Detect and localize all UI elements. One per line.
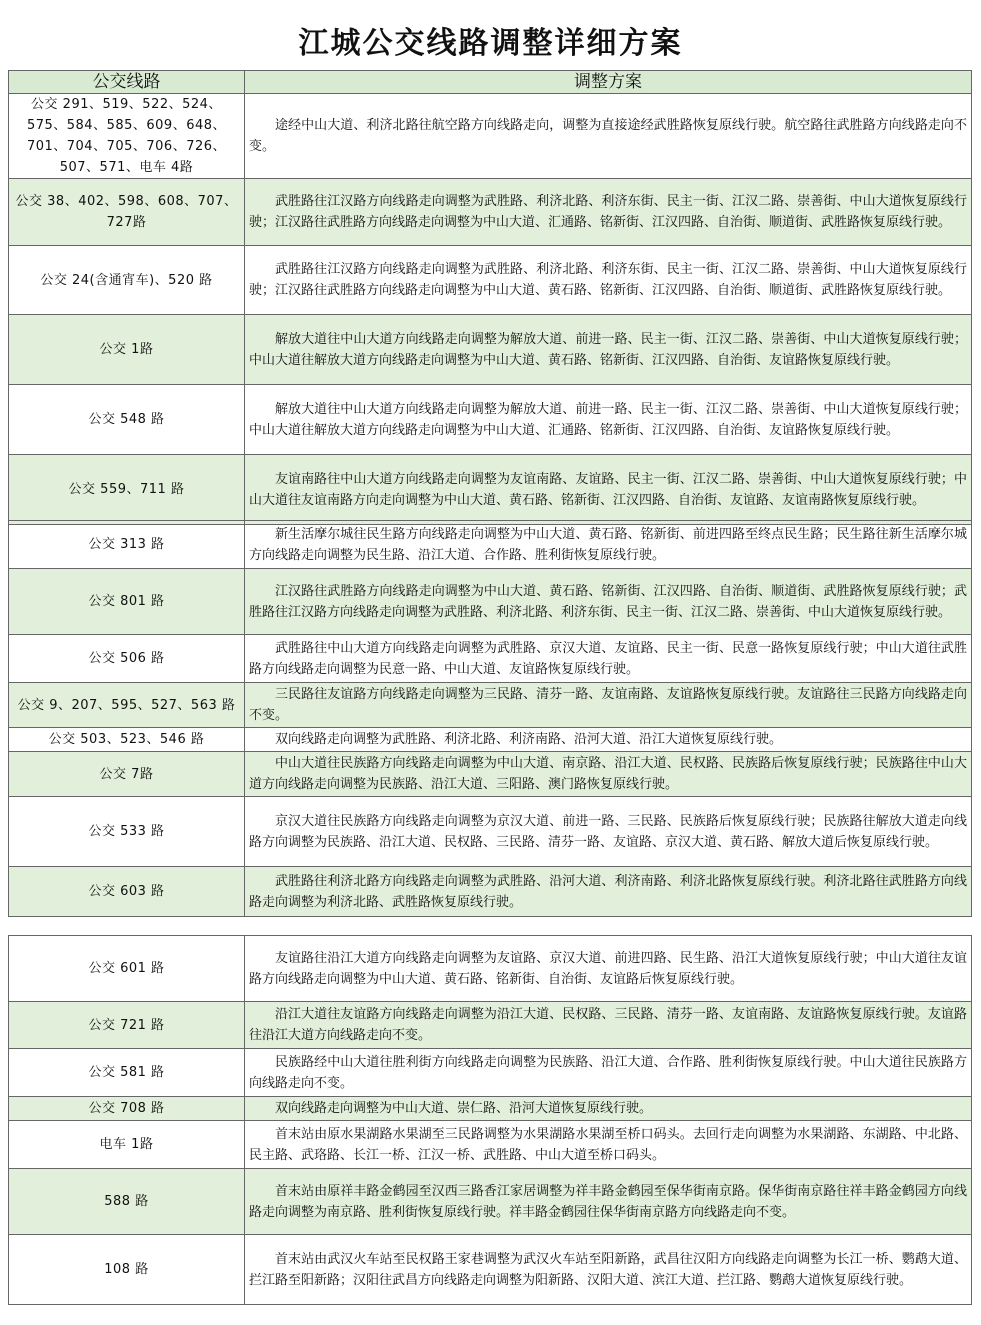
route-table-part-2 <box>8 520 972 917</box>
route-cell: 公交 9、207、595、527、563 路 <box>9 683 245 728</box>
plan-cell: 沿江大道往友谊路方向线路走向调整为沿江大道、民权路、三民路、清芬一路、友谊南路、友谊路恢复原线行驶。友谊路往沿江大道方向线路走向不变。 <box>245 1002 972 1049</box>
table-row <box>9 936 972 1002</box>
route-cell: 公交 548 路 <box>9 385 245 455</box>
route-cell: 公交 503、523、546 路 <box>9 728 245 752</box>
plan-cell: 新生活摩尔城往民生路方向线路走向调整为中山大道、黄石路、铭新街、前进四路至终点民生路；民生路往新生活摩尔城方向线路走向调整为民生路、沿江大道、合作路、胜利街恢复原线行驶。 <box>245 521 972 569</box>
route-cell: 公交 24(含通宵车)、520 路 <box>9 246 245 315</box>
route-cell: 公交 801 路 <box>9 569 245 635</box>
page-title: 江城公交线路调整详细方案 <box>298 26 683 61</box>
route-cell: 公交 506 路 <box>9 635 245 683</box>
table-row <box>9 94 972 179</box>
plan-cell: 双向线路走向调整为武胜路、利济北路、利济南路、沿河大道、沿江大道恢复原线行驶。 <box>245 728 972 752</box>
plan-cell: 友谊路往沿江大道方向线路走向调整为友谊路、京汉大道、前进四路、民生路、沿江大道恢复原线行驶；中山大道往友谊路方向线路走向调整为中山大道、黄石路、铭新街、自治街、友谊路后恢复原线行驶。 <box>245 936 972 1002</box>
table-row <box>9 521 972 569</box>
plan-cell: 江汉路往武胜路方向线路走向调整为中山大道、黄石路、铭新街、江汉四路、自治街、顺道街、武胜路恢复原线行驶；武胜路往江汉路方向线路走向调整为武胜路、利济北路、利济东街、民主一街、江汉二路、崇善街、中山大道恢复原线行驶。 <box>245 569 972 635</box>
plan-cell: 途经中山大道、利济北路往航空路方向线路走向，调整为直接途经武胜路恢复原线行驶。航空路往武胜路方向线路走向不变。 <box>245 94 972 179</box>
route-cell: 公交 291、519、522、524、575、584、585、609、648、701、704、705、706、726、507、571、电车 4路 <box>9 94 245 179</box>
table-row <box>9 569 972 635</box>
table-row <box>9 728 972 752</box>
route-cell: 公交 581 路 <box>9 1049 245 1097</box>
table-row <box>9 1097 972 1121</box>
plan-cell: 解放大道往中山大道方向线路走向调整为解放大道、前进一路、民主一街、江汉二路、崇善街、中山大道恢复原线行驶；中山大道往解放大道方向线路走向调整为中山大道、汇通路、铭新街、江汉四路、自治街、友谊路恢复原线行驶。 <box>245 385 972 455</box>
table-row <box>9 246 972 315</box>
route-cell: 公交 559、711 路 <box>9 455 245 525</box>
route-cell: 公交 721 路 <box>9 1002 245 1049</box>
route-cell: 电车 1路 <box>9 1121 245 1169</box>
route-cell: 公交 708 路 <box>9 1097 245 1121</box>
table-row <box>9 179 972 246</box>
table-row <box>9 1121 972 1169</box>
column-header-route: 公交线路 <box>9 71 245 94</box>
table-row <box>9 635 972 683</box>
table-header-row <box>9 71 972 94</box>
table-row <box>9 1169 972 1235</box>
route-cell: 公交 38、402、598、608、707、727路 <box>9 179 245 246</box>
plan-cell: 武胜路往江汉路方向线路走向调整为武胜路、利济北路、利济东街、民主一街、江汉二路、崇善街、中山大道恢复原线行驶；江汉路往武胜路方向线路走向调整为中山大道、黄石路、铭新街、江汉四路、自治街、顺道街、武胜路恢复原线行驶。 <box>245 246 972 315</box>
table-row <box>9 1002 972 1049</box>
plan-cell: 武胜路往中山大道方向线路走向调整为武胜路、京汉大道、友谊路、民主一街、民意一路恢复原线行驶；中山大道往武胜路方向线路走向调整为民意一路、中山大道、友谊路恢复原线行驶。 <box>245 635 972 683</box>
plan-cell: 首末站由原水果湖路水果湖至三民路调整为水果湖路水果湖至桥口码头。去回行走向调整为水果湖路、东湖路、中北路、民主路、武珞路、长江一桥、江汉一桥、武胜路、中山大道至桥口码头。 <box>245 1121 972 1169</box>
table-row <box>9 385 972 455</box>
plan-cell: 中山大道往民族路方向线路走向调整为中山大道、南京路、沿江大道、民权路、民族路后恢复原线行驶；民族路往中山大道方向线路走向调整为民族路、沿江大道、三阳路、澳门路恢复原线行驶。 <box>245 752 972 797</box>
route-table-part-3 <box>8 935 972 1305</box>
plan-cell: 三民路往友谊路方向线路走向调整为三民路、清芬一路、友谊南路、友谊路恢复原线行驶。友谊路往三民路方向线路走向不变。 <box>245 683 972 728</box>
route-cell: 公交 1路 <box>9 315 245 385</box>
plan-cell: 武胜路往江汉路方向线路走向调整为武胜路、利济北路、利济东街、民主一街、江汉二路、崇善街、中山大道恢复原线行驶；江汉路往武胜路方向线路走向调整为中山大道、汇通路、铭新街、江汉四路、自治街、顺道街、武胜路恢复原线行驶。 <box>245 179 972 246</box>
plan-cell: 双向线路走向调整为中山大道、崇仁路、沿河大道恢复原线行驶。 <box>245 1097 972 1121</box>
plan-cell: 京汉大道往民族路方向线路走向调整为京汉大道、前进一路、三民路、民族路后恢复原线行驶；民族路往解放大道走向线路方向调整为民族路、沿江大道、民权路、三民路、清芬一路、友谊路、京汉大道、黄石路、解放大道后恢复原线行驶。 <box>245 797 972 867</box>
route-cell: 588 路 <box>9 1169 245 1235</box>
plan-cell: 友谊南路往中山大道方向线路走向调整为友谊南路、友谊路、民主一街、江汉二路、崇善街、中山大道恢复原线行驶；中山大道往友谊南路方向走向调整为中山大道、黄石路、铭新街、江汉四路、自治街、友谊路、友谊南路恢复原线行驶。 <box>245 455 972 525</box>
route-table-part-1 <box>8 70 972 525</box>
route-cell: 108 路 <box>9 1235 245 1305</box>
plan-cell: 首末站由原祥丰路金鹤园至汉西三路香江家居调整为祥丰路金鹤园至保华街南京路。保华街南京路往祥丰路金鹤园方向线路走向调整为南京路、胜利街恢复原线行驶。祥丰路金鹤园往保华街南京路方向线路走向不变。 <box>245 1169 972 1235</box>
route-cell: 公交 601 路 <box>9 936 245 1002</box>
table-row <box>9 867 972 917</box>
plan-cell: 武胜路往利济北路方向线路走向调整为武胜路、沿河大道、利济南路、利济北路恢复原线行驶。利济北路往武胜路方向线路走向调整为利济北路、武胜路恢复原线行驶。 <box>245 867 972 917</box>
table-row <box>9 752 972 797</box>
table-row <box>9 1235 972 1305</box>
column-header-plan: 调整方案 <box>245 71 972 94</box>
plan-cell: 解放大道往中山大道方向线路走向调整为解放大道、前进一路、民主一街、江汉二路、崇善街、中山大道恢复原线行驶；中山大道往解放大道方向线路走向调整为中山大道、黄石路、铭新街、江汉四路、自治街、友谊路恢复原线行驶。 <box>245 315 972 385</box>
table-row <box>9 797 972 867</box>
plan-cell: 首末站由武汉火车站至民权路王家巷调整为武汉火车站至阳新路，武昌往汉阳方向线路走向调整为长江一桥、鹦鹉大道、拦江路至阳新路；汉阳往武昌方向线路走向调整为阳新路、汉阳大道、滨江大道、拦江路、鹦鹉大道恢复原线行驶。 <box>245 1235 972 1305</box>
table-row <box>9 315 972 385</box>
route-cell: 公交 533 路 <box>9 797 245 867</box>
table-row <box>9 1049 972 1097</box>
route-cell: 公交 7路 <box>9 752 245 797</box>
route-cell: 公交 313 路 <box>9 521 245 569</box>
table-row <box>9 455 972 525</box>
route-cell: 公交 603 路 <box>9 867 245 917</box>
plan-cell: 民族路经中山大道往胜利街方向线路走向调整为民族路、沿江大道、合作路、胜利街恢复原线行驶。中山大道往民族路方向线路走向不变。 <box>245 1049 972 1097</box>
table-row <box>9 683 972 728</box>
